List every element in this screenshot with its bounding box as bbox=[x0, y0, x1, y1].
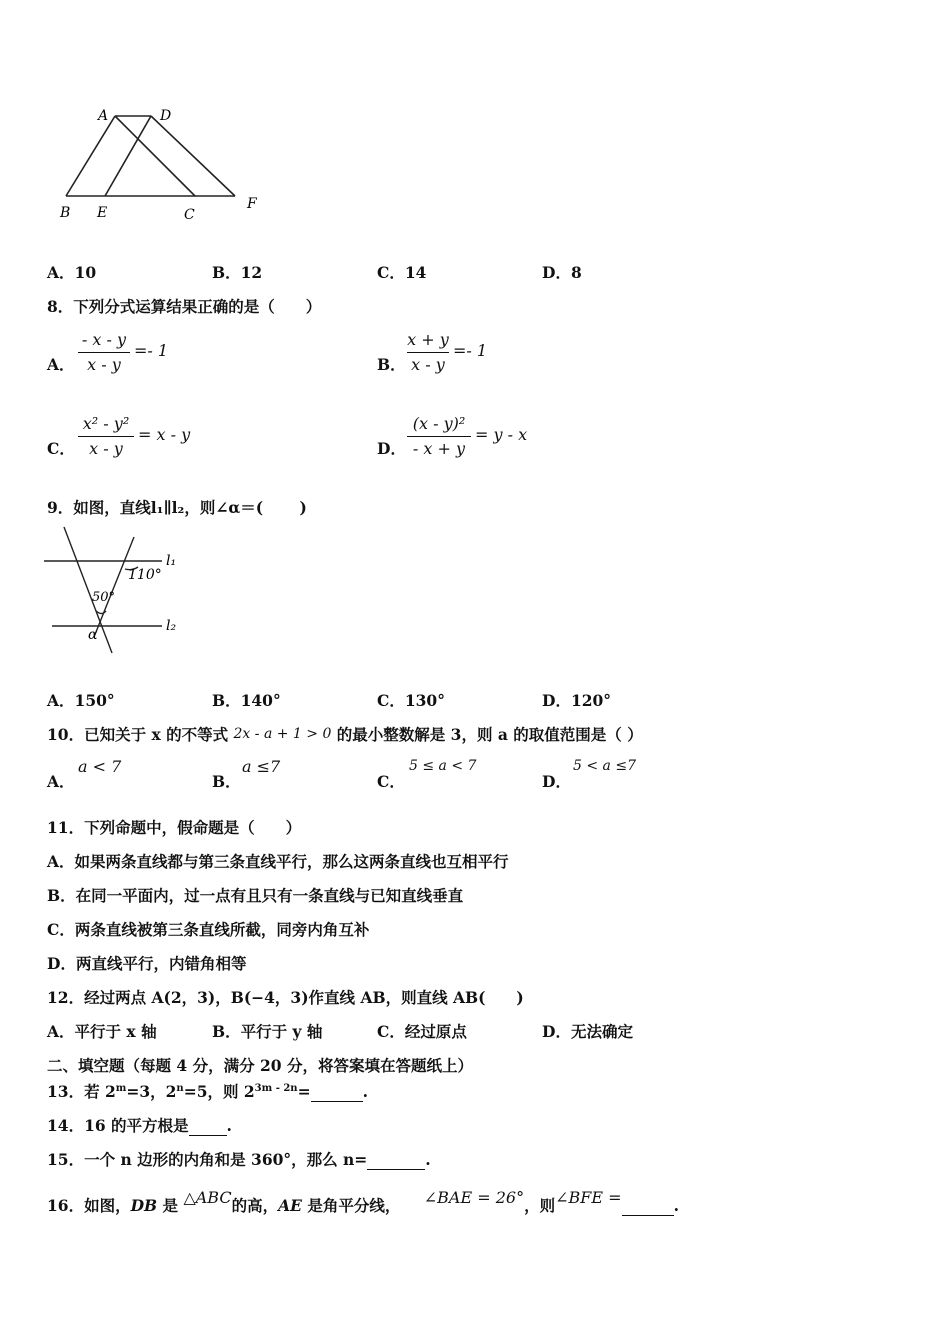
q11-option-b[interactable]: B．在同一平面内，过一点有且只有一条直线与已知直线垂直 bbox=[47, 886, 464, 905]
q12-option-d[interactable]: D．无法确定 bbox=[542, 1022, 633, 1041]
q11-stem: 11．下列命题中，假命题是（ ） bbox=[47, 818, 302, 837]
figure-trapezoid bbox=[50, 100, 280, 230]
label-l2: l₂ bbox=[166, 618, 177, 634]
q16-answer-blank[interactable] bbox=[622, 1200, 674, 1216]
q10-inequality: 2x - a + 1 > 0 bbox=[233, 726, 332, 742]
figure-parallel-lines bbox=[42, 525, 192, 660]
label-50: 50° bbox=[92, 590, 116, 605]
q10-option-b-math: a ≤7 bbox=[242, 757, 281, 776]
q7-option-b[interactable]: B．12 bbox=[212, 263, 263, 282]
q10-option-a-math: a < 7 bbox=[78, 757, 122, 776]
q8-stem: 8．下列分式运算结果正确的是（ ） bbox=[47, 297, 322, 316]
label-f: F bbox=[247, 196, 257, 212]
q9-option-d[interactable]: D．120° bbox=[542, 691, 612, 710]
q10-option-d[interactable]: D． bbox=[542, 772, 571, 791]
q16: 16．如图，DB 是 △ABC的高，AE 是角平分线， ∠BAE = 26°，则∠BFE = . bbox=[47, 1188, 679, 1215]
q12-stem: 12．经过两点 A(2，3)，B(−4，3)作直线 AB，则直线 AB( ) bbox=[47, 988, 524, 1007]
q8-option-c-letter[interactable]: C． bbox=[47, 439, 75, 458]
q9-option-a[interactable]: A．150° bbox=[47, 691, 115, 710]
q10-option-c[interactable]: C． bbox=[377, 772, 405, 791]
q11-option-a[interactable]: A．如果两条直线都与第三条直线平行，那么这两条直线也互相平行 bbox=[47, 852, 509, 871]
section-2-title: 二、填空题（每题 4 分，满分 20 分，将答案填在答题纸上） bbox=[47, 1056, 473, 1075]
q10-stem: 10．已知关于 x 的不等式 2x - a + 1 > 0 的最小整数解是 3，则 a 的取值范围是（ ） bbox=[47, 725, 643, 744]
q8-option-b-letter[interactable]: B． bbox=[377, 355, 406, 374]
q15: 15．一个 n 边形的内角和是 360°，那么 n= . bbox=[47, 1150, 431, 1169]
q10-option-d-math: 5 < a ≤7 bbox=[573, 758, 636, 774]
q13-answer-blank[interactable] bbox=[311, 1086, 363, 1102]
label-a: A bbox=[98, 108, 109, 124]
label-l1: l₁ bbox=[166, 553, 177, 569]
q11-option-c[interactable]: C．两条直线被第三条直线所截，同旁内角互补 bbox=[47, 920, 370, 939]
q15-answer-blank[interactable] bbox=[367, 1154, 425, 1170]
label-d: D bbox=[160, 108, 172, 124]
q14-answer-blank[interactable] bbox=[189, 1120, 227, 1136]
label-b: B bbox=[60, 205, 71, 221]
q11-option-d[interactable]: D．两直线平行，内错角相等 bbox=[47, 954, 247, 973]
q7-option-d[interactable]: D．8 bbox=[542, 263, 582, 282]
label-110: 110° bbox=[128, 567, 162, 583]
q10-option-c-math: 5 ≤ a < 7 bbox=[409, 758, 477, 774]
label-e: E bbox=[97, 205, 108, 221]
q14: 14．16 的平方根是 . bbox=[47, 1116, 232, 1135]
q8-option-a-letter[interactable]: A． bbox=[47, 355, 75, 374]
q12-option-c[interactable]: C．经过原点 bbox=[377, 1022, 467, 1041]
q10-option-b[interactable]: B． bbox=[212, 772, 241, 791]
q12-option-b[interactable]: B．平行于 y 轴 bbox=[212, 1022, 323, 1041]
q9-option-b[interactable]: B．140° bbox=[212, 691, 281, 710]
label-c: C bbox=[184, 207, 195, 223]
q7-option-a[interactable]: A．10 bbox=[47, 263, 97, 282]
q9-option-c[interactable]: C．130° bbox=[377, 691, 445, 710]
q10-option-a[interactable]: A． bbox=[47, 772, 75, 791]
q8-option-d-letter[interactable]: D． bbox=[377, 439, 406, 458]
label-alpha: α bbox=[88, 627, 98, 643]
q13: 13．若 $2^m=3$，$2^n=5$，则 $2^{3m - 2n}=$ . bbox=[47, 1082, 368, 1101]
q12-option-a[interactable]: A．平行于 x 轴 bbox=[47, 1022, 157, 1041]
q7-option-c[interactable]: C．14 bbox=[377, 263, 427, 282]
q9-stem: 9．如图，直线l₁∥l₂，则∠α＝( ) bbox=[47, 498, 307, 517]
